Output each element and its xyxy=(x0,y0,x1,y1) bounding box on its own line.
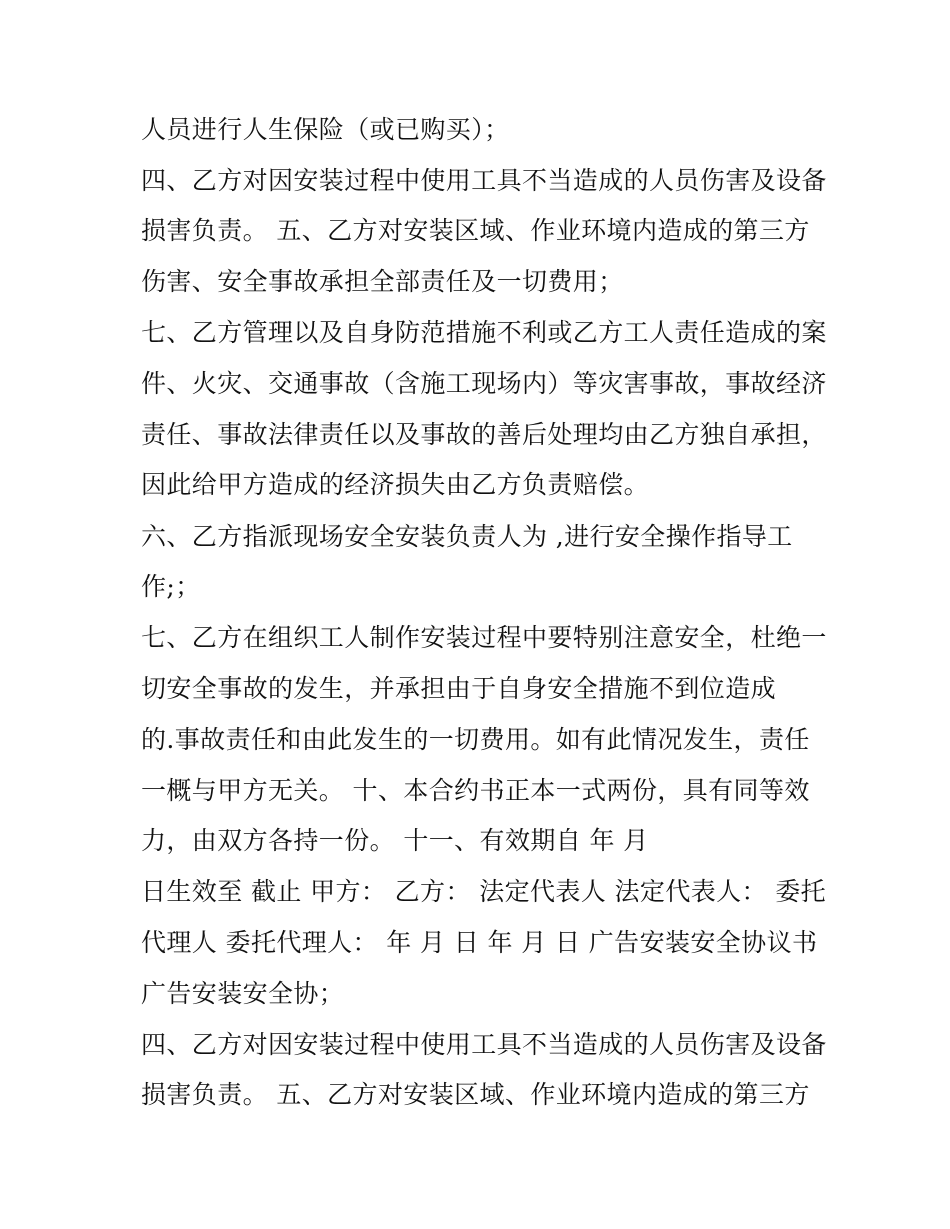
text-line-3: 损害负责。 五、乙方对安装区域、作业环境内造成的第三方 xyxy=(141,216,810,245)
text-line-8: 因此给甲方造成的经济损失由乙方负责赔偿。 xyxy=(141,470,650,499)
text-line-14: 一概与甲方无关。 十、本合约书正本一式两份，具有同等效 xyxy=(141,776,810,805)
text-line-18: 广告安装安全协； xyxy=(141,979,345,1008)
text-line-4: 伤害、安全事故承担全部责任及一切费用； xyxy=(141,267,624,296)
text-line-1: 人员进行人生保险（或已购买）； xyxy=(141,115,510,144)
text-line-6: 件、火灾、交通事故（含施工现场内）等灾害事故，事故经济 xyxy=(141,369,827,398)
text-line-15: 力，由双方各持一份。 十一、有效期自 年 月 xyxy=(141,826,649,855)
text-line-16: 日生效至 截止 甲方： 乙方： 法定代表人 法定代表人： 委托 xyxy=(141,877,827,906)
text-line-5: 七、乙方管理以及自身防范措施不利或乙方工人责任造成的案 xyxy=(141,318,827,347)
text-line-13: 的.事故责任和由此发生的一切费用。如有此情况发生，责任 xyxy=(141,725,810,754)
text-line-7: 责任、事故法律责任以及事故的善后处理均由乙方独自承担， xyxy=(141,420,827,449)
text-line-9: 六、乙方指派现场安全安装负责人为 ,进行安全操作指导工 xyxy=(141,522,793,551)
text-line-19: 四、乙方对因安装过程中使用工具不当造成的人员伤害及设备 xyxy=(141,1030,827,1059)
text-line-2: 四、乙方对因安装过程中使用工具不当造成的人员伤害及设备 xyxy=(141,166,827,195)
text-line-20: 损害负责。 五、乙方对安装区域、作业环境内造成的第三方 xyxy=(141,1080,810,1109)
text-line-12: 切安全事故的发生，并承担由于自身安全措施不到位造成 xyxy=(141,674,777,703)
text-line-10: 作;； xyxy=(141,572,201,601)
text-line-17: 代理人 委托代理人： 年 月 日 年 月 日 广告安装安全协议书 xyxy=(141,928,818,957)
text-line-11: 七、乙方在组织工人制作安装过程中要特别注意安全，杜绝一 xyxy=(141,623,827,652)
